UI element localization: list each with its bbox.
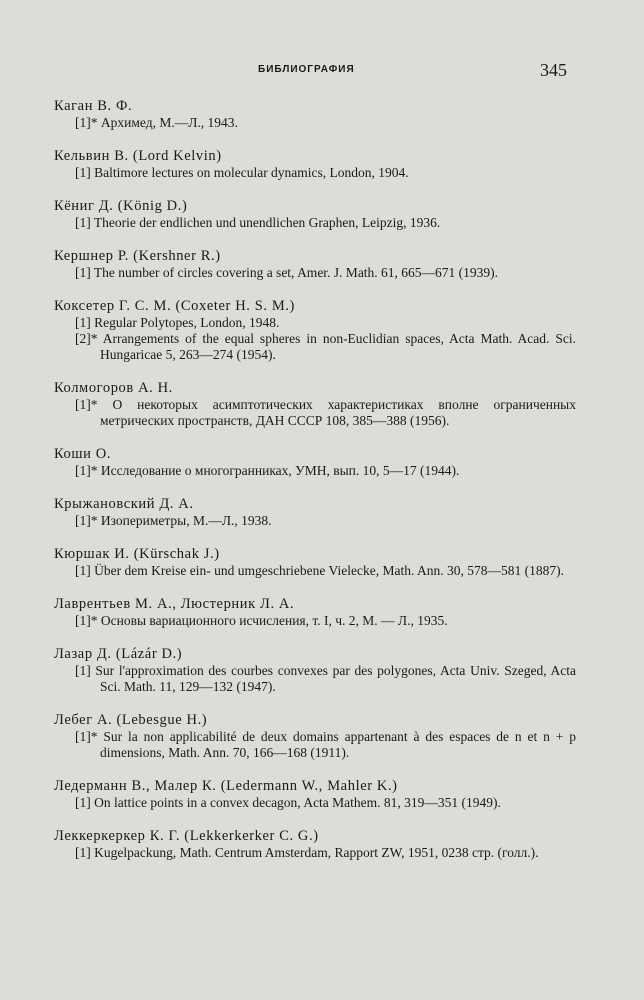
entry-author: Кершнер Р. (Kershner R.) (54, 248, 221, 264)
entry-work (54, 795, 576, 811)
bibliography-entry (54, 197, 576, 231)
bibliography-entry (54, 147, 576, 181)
bibliography-entry (54, 379, 576, 429)
work-ref-number: [1]* (75, 397, 98, 412)
work-ref-number: [1]* (75, 513, 98, 528)
work-ref-number: [1] (75, 315, 91, 330)
bibliography-entry (54, 711, 576, 761)
entry-work (54, 463, 576, 479)
bibliography-entry (54, 445, 576, 479)
entry-work (54, 331, 576, 363)
bibliography-entry (54, 495, 576, 529)
entry-work (54, 397, 576, 429)
entry-work (54, 663, 576, 695)
work-citation: Über dem Kreise ein- und umgeschriebene Vielecke, Math. Ann. 30, 578—581 (1887). (94, 563, 564, 578)
entry-work (54, 215, 576, 231)
entry-work (54, 845, 576, 861)
entry-work (54, 613, 576, 629)
work-citation: Основы вариационного исчисления, т. I, ч. 2, М. — Л., 1935. (100, 613, 448, 628)
work-citation: Arrangements of the equal spheres in non-Euclidian spaces, Acta Math. Acad. Sci. Hungaricae 5, 263—274 (1954). (100, 331, 576, 362)
work-ref-number: [1] (75, 265, 91, 280)
work-citation: Архимед, М.—Л., 1943. (100, 115, 238, 130)
bibliography-entry (54, 595, 576, 629)
entry-author: Кюршак И. (Kürschak J.) (54, 546, 220, 562)
bibliography-entry (54, 297, 576, 363)
entry-work (54, 315, 576, 331)
work-ref-number: [1] (75, 795, 91, 810)
work-citation: О некоторых асимптотических характеристиках вполне ограниченных метрических пространств, ДАН СССР 108, 385—388 (1956). (100, 397, 576, 428)
work-ref-number: [1] (75, 215, 91, 230)
entry-work (54, 513, 576, 529)
bibliography-entry (54, 97, 576, 131)
work-citation: Theorie der endlichen und unendlichen Graphen, Leipzig, 1936. (93, 215, 441, 230)
bibliography-entry (54, 545, 576, 579)
bibliography-list (54, 97, 576, 877)
page-number: 345 (540, 60, 567, 80)
entry-author: Коксетер Г. С. М. (Coxeter H. S. M.) (54, 298, 295, 314)
work-citation: Исследование о многогранниках, УМН, вып. 10, 5—17 (1944). (100, 463, 460, 478)
entry-author: Каган В. Ф. (54, 98, 133, 114)
entry-work (54, 729, 576, 761)
entry-work (54, 165, 576, 181)
work-citation: On lattice points in a convex decagon, Acta Mathem. 81, 319—351 (1949). (94, 795, 501, 810)
entry-author: Леккеркеркер К. Г. (Lekkerkerker C. G.) (54, 828, 319, 844)
work-citation: Baltimore lectures on molecular dynamics, London, 1904. (94, 165, 409, 180)
work-ref-number: [1] (75, 845, 91, 860)
work-ref-number: [1]* (75, 613, 98, 628)
entry-work (54, 563, 576, 579)
work-citation: Kugelpackung, Math. Centrum Amsterdam, Rapport ZW, 1951, 0238 стр. (голл.). (94, 845, 539, 860)
entry-author: Кельвин В. (Lord Kelvin) (54, 148, 222, 164)
bibliography-entry (54, 827, 576, 861)
work-citation: Sur la non applicabilité de deux domains appartenant à des espaces de n et n + p dimensions, Math. Ann. 70, 166—168 (1911). (100, 729, 576, 760)
entry-author: Лаврентьев М. А., Люстерник Л. А. (54, 596, 295, 612)
entry-work (54, 115, 576, 131)
entry-author: Ледерманн В., Малер К. (Ledermann W., Mahler K.) (54, 778, 398, 794)
work-ref-number: [1] (75, 563, 91, 578)
entry-author: Колмогоров А. Н. (54, 380, 173, 396)
work-citation: Изопериметры, М.—Л., 1938. (100, 513, 272, 528)
work-ref-number: [1] (75, 663, 91, 678)
running-head: БИБЛИОГРАФИЯ (258, 64, 355, 75)
entry-author: Кёниг Д. (König D.) (54, 198, 188, 214)
entry-author: Лебег А. (Lebesgue H.) (54, 712, 208, 728)
work-citation: Regular Polytopes, London, 1948. (94, 315, 280, 330)
entry-author: Коши О. (54, 446, 112, 462)
work-citation: The number of circles covering a set, Amer. J. Math. 61, 665—671 (1939). (93, 265, 499, 280)
work-citation: Sur l'approximation des courbes convexes par des polygones, Acta Univ. Szeged, Acta Sci. Math. 11, 129—132 (1947). (95, 663, 577, 694)
work-ref-number: [2]* (75, 331, 98, 346)
work-ref-number: [1]* (75, 115, 98, 130)
bibliography-entry (54, 645, 576, 695)
entry-author: Лазар Д. (Lázár D.) (54, 646, 183, 662)
entry-work (54, 265, 576, 281)
work-ref-number: [1] (75, 165, 91, 180)
entry-author: Крыжановский Д. А. (54, 496, 194, 512)
work-ref-number: [1]* (75, 463, 98, 478)
bibliography-entry (54, 247, 576, 281)
work-ref-number: [1]* (75, 729, 98, 744)
bibliography-entry (54, 777, 576, 811)
